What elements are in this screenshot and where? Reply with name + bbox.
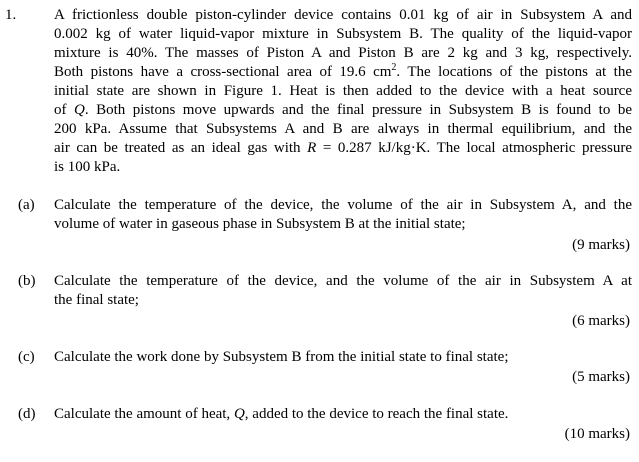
stem-line-8-variable: R [307, 140, 317, 156]
stem-line-1: A frictionless double piston-cylinder device contains 0.01 kg of air in Subsystem A and [54, 7, 632, 23]
stem-line-8-end: = 0.287 kJ/kg·K. The local atmospheric pressure [316, 140, 633, 156]
stem-line-6-start: of [54, 102, 75, 118]
part-c-line-1: Calculate the work done by Subsystem B from the initial state to final state; [54, 349, 509, 365]
part-b-text [54, 272, 632, 310]
part-d-line-start: Calculate the amount of heat, [54, 406, 234, 422]
part-c-marks: (5 marks) [572, 369, 630, 385]
question-number: 1. [5, 7, 17, 23]
part-c-text [54, 348, 632, 367]
part-b-line-2: the final state; [54, 292, 139, 308]
stem-line-6-variable: Q [74, 102, 85, 118]
stem-line-3: mixture is 40%. The masses of Piston A and Piston B are 2 kg and 3 kg, respectively. [54, 45, 632, 61]
stem-line-4-end: . The locations of the pistons at the [396, 64, 632, 80]
part-a-label: (a) [18, 197, 35, 213]
part-d-line-end: , added to the device to reach the final state. [244, 406, 509, 422]
stem-line-2: 0.002 kg of water liquid-vapor mixture in Subsystem B. The quality of the liquid-vapor [54, 26, 632, 42]
part-d-text [54, 405, 632, 424]
stem-line-6 [54, 101, 632, 120]
part-c-label: (c) [18, 349, 35, 365]
part-a-text [54, 196, 632, 234]
part-a-line-2: volume of water in gaseous phase in Subsystem B at the initial state; [54, 216, 466, 232]
part-d-label: (d) [18, 406, 36, 422]
stem-line-8-start: air can be treated as an ideal gas with [54, 140, 308, 156]
stem-line-4-superscript: 2 [391, 62, 397, 73]
question-stem [54, 6, 632, 177]
stem-line-4-start: Both pistons have a cross-sectional area of 19.6 cm [54, 64, 392, 80]
part-d-marks: (10 marks) [564, 426, 630, 442]
stem-line-6-end: . Both pistons move upwards and the final pressure in Subsystem B is found to be [84, 102, 633, 118]
part-b-label: (b) [18, 273, 36, 289]
part-d-variable: Q [233, 406, 245, 422]
part-b-line-1: Calculate the temperature of the device, and the volume of the air in Subsystem A at [54, 273, 632, 289]
part-a-line-1: Calculate the temperature of the device, the volume of the air in Subsystem A, and the [54, 197, 632, 213]
stem-line-7: 200 kPa. Assume that Subsystems A and B are always in thermal equilibrium, and the [54, 121, 632, 137]
stem-line-9: is 100 kPa. [54, 159, 121, 175]
part-b-marks: (6 marks) [572, 313, 630, 329]
part-d-line-1 [54, 405, 632, 424]
part-a-marks: (9 marks) [572, 237, 630, 253]
stem-line-4 [54, 63, 632, 82]
stem-line-8 [54, 139, 632, 158]
stem-line-5: initial state are shown in Figure 1. Heat is then added to the device with a heat source [54, 83, 632, 99]
